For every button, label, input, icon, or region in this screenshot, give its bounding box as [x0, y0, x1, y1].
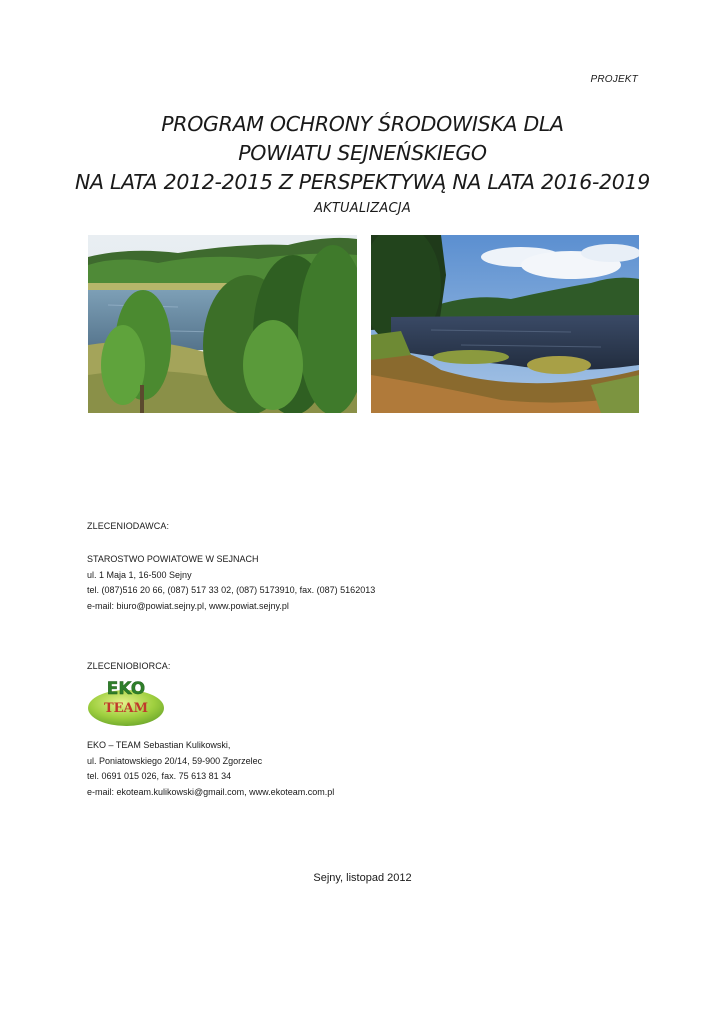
logo-team-text: TEAM: [103, 701, 149, 716]
title-line-3: NA LATA 2012-2015 Z PERSPEKTYWĄ NA LATA 2016-2019: [74, 170, 651, 194]
client-name: STAROSTWO POWIATOWE W SEJNACH: [87, 554, 259, 564]
client-phones: tel. (087)516 20 66, (087) 517 33 02, (087) 5173910, fax. (087) 5162013: [87, 585, 376, 595]
title-line-1: PROGRAM OCHRONY ŚRODOWISKA DLA: [161, 112, 564, 136]
eko-team-logo: [86, 680, 166, 728]
document-subtitle: AKTUALIZACJA: [314, 201, 411, 216]
client-info: [87, 552, 375, 614]
contractor-label: ZLECENIOBIORCA:: [87, 661, 171, 671]
contractor-info: [87, 738, 334, 800]
contractor-address: ul. Poniatowskiego 20/14, 59-900 Zgorzelec: [87, 755, 263, 766]
place-date: Sejny, listopad 2012: [313, 872, 412, 884]
contractor-contact[interactable]: e-mail: ekoteam.kulikowski@gmail.com, www.ekoteam.com.pl: [87, 786, 335, 797]
client-label: ZLECENIODAWCA:: [87, 521, 170, 531]
contractor-name: EKO – TEAM Sebastian Kulikowski,: [87, 740, 231, 750]
project-label: PROJEKT: [590, 74, 638, 85]
document-title: [0, 110, 725, 216]
client-contact[interactable]: e-mail: biuro@powiat.sejny.pl, www.powiat.sejny.pl: [87, 600, 289, 611]
contractor-phones: tel. 0691 015 026, fax. 75 613 81 34: [87, 771, 232, 781]
bog-lake-photo: [371, 235, 639, 413]
title-line-2: POWIATU SEJNEŃSKIEGO: [238, 141, 487, 165]
client-address: ul. 1 Maja 1, 16-500 Sejny: [87, 569, 192, 580]
lake-landscape-photo: [88, 235, 357, 413]
logo-eko-text: EKO: [106, 680, 146, 699]
